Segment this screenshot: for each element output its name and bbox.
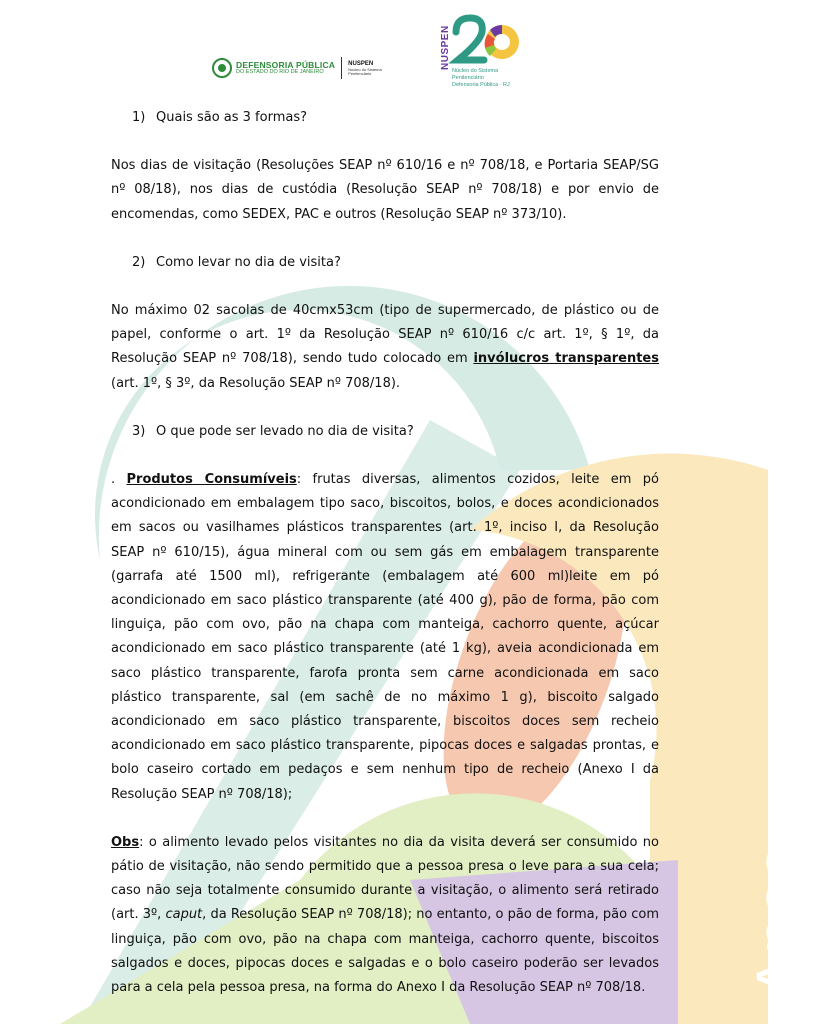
question-number: 1) [132,110,146,125]
question-title: Quais são as 3 formas? [156,110,308,125]
question-number: 2) [132,254,146,270]
defensoria-name: DEFENSORIA PÚBLICA [236,59,336,70]
defensoria-seal-icon [212,58,232,78]
nuspen-20-description: Núcleo do Sistema Penitenciário Defensoria Pública · RJ [452,68,510,88]
nuspen-small-name: NUSPEN [348,60,374,67]
emphasis-transparent-wrappers: invólucros transparentes [473,351,659,367]
question-title: Como levar no dia de visita? [156,254,341,270]
answer-3-paragraph: . Produtos Consumíveis: frutas diversas, alimentos cozidos, leite em pó acondicionado em embalagem tipo saco, biscoitos, bolos, e doces acondicionados em sacos ou vasilhames plásticos transparentes (art. 1º, inciso I, da Resolução SEAP nº 610/15), água mineral com ou sem gás em embalagem transparente (garrafa até 1500 ml), refrigerante (embalagem até 600 ml)leite em pó acondicionado em saco plástico transparente (até 400 g), pão de forma, pão com linguiça, pão com ovo, pão na chapa com manteiga, cachorro quente, açúcar acondicionado em saco plástico transparente (até 1 kg), aveia acondicionada em saco plástico transparente, farofa pronta sem carne acondicionada em saco plástico transparente, sal (em sachê de no máximo 1 g), biscoito salgado acondicionado em saco plástico transparente, biscoitos doces sem recheio acondicionado em saco plástico transparente, pipocas doces e salgadas prontas, e bolo caseiro cortado em pedaços e sem nenhum tipo de recheio (Anexo I da Resolução SEAP nº 708/18); [111,472,660,802]
logo-divider [341,57,342,79]
nuspen-small-desc: Núcleo do Sistema Penitenciário [348,66,382,76]
question-2 [111,251,659,275]
emphasis-consumables: Produtos Consumíveis [126,472,297,488]
question-1 [111,106,659,130]
question-title: O que pode ser levado no dia de visita? [156,423,414,439]
anos-watermark [660,844,815,1000]
nuspen-vertical-label: NUSPEN [440,25,451,70]
letterhead [0,0,768,100]
number-20-icon [450,12,532,68]
document-body [111,106,659,1000]
defensoria-logo [212,57,396,79]
anos-text: Anos [743,844,815,998]
answer-2-paragraph: No máximo 02 sacolas de 40cmx53cm (tipo de supermercado, de plástico ou de papel, conforme o art. 1º da Resolução SEAP nº 610/16 c/c art. 1º, § 1º, da Resolução SEAP nº 708/18), sendo tudo colocado em invólucros transparentes (art. 1º, § 3º, da Resolução SEAP nº 708/18). [111,303,659,391]
question-3 [111,420,659,444]
defensoria-subtitle: DO ESTADO DO RIO DE JANEIRO [236,69,324,75]
nuspen-20-anos-logo [440,12,522,92]
observation-paragraph: Obs: o alimento levado pelos visitantes no dia da visita deverá ser consumido no pátio de visitação, não sendo permitido que a pessoa presa o leve para a sua cela; caso não seja totalmente consumido durante a visitação, o alimento será retirado (art. 3º, caput, da Resolução SEAP nº 708/18); no entanto, o pão de forma, pão com linguiça, pão com ovo, pão na chapa com manteiga, cachorro quente, biscoitos salgados e doces, pipocas doces e salgadas e o bolo caseiro poderão ser levados para a cela pela pessoa presa, na forma do Anexo I da Resolução SEAP nº 708/18. [111,834,659,996]
obs-label: Obs [111,834,140,850]
caput-term: caput [165,907,203,923]
answer-1-paragraph: Nos dias de visitação (Resoluções SEAP nº 610/16 e nº 708/18, e Portaria SEAP/SG nº 08/18), nos dias de custódia (Resolução SEAP nº 708/18) e por envio de encomendas, como SEDEX, PAC e outros (Resolução SEAP nº 373/10). [111,158,659,222]
question-number: 3) [132,423,146,439]
nuspen-small-logo [348,61,396,76]
